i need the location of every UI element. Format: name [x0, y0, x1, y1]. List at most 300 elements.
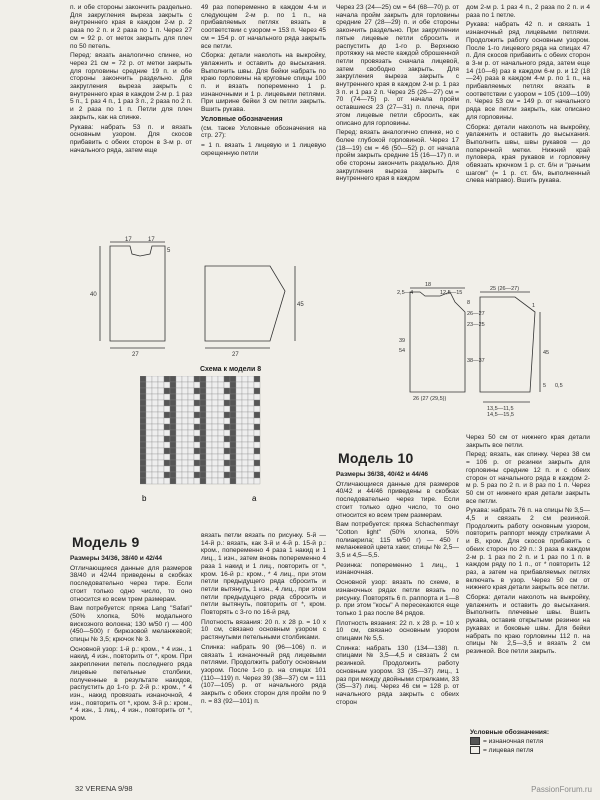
- chart-cell: [146, 478, 152, 484]
- chart-cell: [224, 460, 230, 466]
- chart-cell: [218, 466, 224, 472]
- chart-cell: [170, 388, 176, 394]
- chart-cell: [218, 400, 224, 406]
- chart-cell: [158, 442, 164, 448]
- chart-cell: [248, 376, 254, 382]
- chart-cell: [176, 376, 182, 382]
- chart-cell: [164, 436, 170, 442]
- chart-cell: [254, 436, 260, 442]
- chart-cell: [194, 472, 200, 478]
- chart-cell: [254, 412, 260, 418]
- dim-label: 39: [399, 338, 406, 344]
- chart-cell: [236, 424, 242, 430]
- chart-cell: [164, 412, 170, 418]
- chart-cell: [194, 382, 200, 388]
- chart-cell: [230, 406, 236, 412]
- chart-cell: [230, 424, 236, 430]
- chart-cell: [218, 442, 224, 448]
- chart-cell: [158, 460, 164, 466]
- chart-cell: [200, 424, 206, 430]
- chart-cell: [146, 442, 152, 448]
- chart-cell: [200, 442, 206, 448]
- chart-cell: [164, 472, 170, 478]
- chart-cell: [188, 418, 194, 424]
- dim-label: 2,5—4: [397, 290, 414, 296]
- chart-cell: [176, 430, 182, 436]
- chart-cell: [164, 454, 170, 460]
- chart-cell: [206, 472, 212, 478]
- chart-cell: [254, 388, 260, 394]
- chart-cell: [176, 382, 182, 388]
- chart-cell: [188, 406, 194, 412]
- dim-label: 8: [467, 300, 471, 306]
- chart-cell: [224, 436, 230, 442]
- chart-cell: [164, 418, 170, 424]
- chart-title: Схема к модели 8: [200, 366, 262, 373]
- chart-cell: [146, 418, 152, 424]
- chart-cell: [200, 436, 206, 442]
- chart-cell: [188, 382, 194, 388]
- chart-cell: [140, 400, 146, 406]
- chart-cell: [212, 394, 218, 400]
- chart-cell: [212, 466, 218, 472]
- chart-cell: [236, 454, 242, 460]
- chart-cell: [230, 466, 236, 472]
- chart-cell: [152, 394, 158, 400]
- chart-cell: [236, 460, 242, 466]
- chart-cell: [182, 412, 188, 418]
- chart-cell: [182, 478, 188, 484]
- chart-cell: [218, 424, 224, 430]
- chart-cell: [182, 382, 188, 388]
- chart-cell: [146, 466, 152, 472]
- chart-cell: [218, 376, 224, 382]
- chart-cell: [218, 454, 224, 460]
- chart-cell: [152, 478, 158, 484]
- chart-cell: [170, 406, 176, 412]
- chart-cell: [206, 418, 212, 424]
- chart-cell: [152, 382, 158, 388]
- chart-cell: [236, 430, 242, 436]
- chart-cell: [152, 430, 158, 436]
- chart-cell: [170, 430, 176, 436]
- chart-cell: [188, 430, 194, 436]
- dim-label: 17: [125, 237, 132, 243]
- chart-cell: [200, 394, 206, 400]
- dim-label: 13,5—11,5: [487, 406, 514, 412]
- chart-cell: [140, 472, 146, 478]
- chart-cell: [242, 460, 248, 466]
- chart-cell: [140, 418, 146, 424]
- model-9-heading: Модель 9: [72, 534, 140, 550]
- chart-cell: [140, 466, 146, 472]
- chart-cell: [212, 460, 218, 466]
- chart-cell: [218, 460, 224, 466]
- chart-cell: [170, 478, 176, 484]
- chart-cell: [194, 436, 200, 442]
- chart-cell: [242, 478, 248, 484]
- chart-cell: [200, 478, 206, 484]
- chart-cell: [146, 400, 152, 406]
- chart-cell: [170, 412, 176, 418]
- chart-cell: [206, 424, 212, 430]
- model-9-text: Размеры 34/36, 38/40 и 42/44 Отличающиеся данные для размеров 38/40 и 42/44 приведены в скобках последовательно через тире. Если стоит только одно число, то оно относится ко всем трем размерам. Вам потребуется: пряжа Lang "Safari" (50% хлопка, 50% модального вискозного волокна; 130 м/50 г) — 400 (450—500) г бирюзовой меланжевой; спицы № 3,5; крючок № 3. Основной узор: 1-й р.: кром., * 4 изн., 1 накид, 4 изн., повторить от *, кром. При закреплении петель последнего ряда лицевые петельные столбики, полученные в результате накидов, распустить до 1-го р. 2-й р.: кром., * 4 изн., накид провязать изнаночной, 4 изн., повторить от *, кром. 3-й р.: кром., * 4 изн., 1 лиц., 4 изн., повторить от *, кром.: [70, 555, 192, 723]
- chart-cell: [212, 424, 218, 430]
- chart-cell: [140, 382, 146, 388]
- chart-cell: [200, 448, 206, 454]
- chart-cell: [242, 424, 248, 430]
- chart-cell: [146, 412, 152, 418]
- chart-cell: [176, 448, 182, 454]
- chart-cell: [182, 406, 188, 412]
- chart-cell: [146, 388, 152, 394]
- chart-cell: [224, 454, 230, 460]
- chart-cell: [188, 478, 194, 484]
- chart-cell: [242, 376, 248, 382]
- chart-cell: [182, 436, 188, 442]
- dim-label: 5: [167, 248, 171, 254]
- chart-cell: [182, 430, 188, 436]
- chart-cell: [242, 394, 248, 400]
- chart-cell: [158, 406, 164, 412]
- chart-cell: [206, 382, 212, 388]
- chart-cell: [182, 442, 188, 448]
- dim-label: 27: [232, 352, 239, 358]
- chart-cell: [152, 460, 158, 466]
- chart-cell: [236, 388, 242, 394]
- chart-cell: [254, 478, 260, 484]
- chart-cell: [188, 376, 194, 382]
- chart-cell: [140, 376, 146, 382]
- chart-cell: [158, 466, 164, 472]
- chart-cell: [152, 400, 158, 406]
- chart-cell: [218, 472, 224, 478]
- chart-cell: [170, 466, 176, 472]
- chart-cell: [140, 388, 146, 394]
- chart-cell: [200, 472, 206, 478]
- chart-cell: [146, 406, 152, 412]
- legend-item-knit: = лицевая петля: [470, 746, 549, 755]
- chart-cell: [224, 406, 230, 412]
- chart-cell: [140, 436, 146, 442]
- chart-cell: [146, 454, 152, 460]
- chart-cell: [170, 424, 176, 430]
- chart-cell: [236, 400, 242, 406]
- chart-cell: [224, 430, 230, 436]
- chart-cell: [224, 466, 230, 472]
- chart-cell: [170, 472, 176, 478]
- chart-cell: [176, 388, 182, 394]
- chart-cell: [194, 478, 200, 484]
- chart-cell: [188, 466, 194, 472]
- chart-cell: [146, 460, 152, 466]
- chart-cell: [236, 478, 242, 484]
- chart-cell: [158, 448, 164, 454]
- chart-cell: [254, 442, 260, 448]
- chart-cell: [206, 454, 212, 460]
- chart-cell: [182, 418, 188, 424]
- chart-cell: [176, 412, 182, 418]
- dim-label: 40: [90, 292, 97, 298]
- chart-cell: [158, 454, 164, 460]
- chart-cell: [236, 394, 242, 400]
- chart-cell: [170, 442, 176, 448]
- chart-cell: [254, 406, 260, 412]
- chart-marker-b: b: [142, 494, 147, 503]
- chart-cell: [224, 424, 230, 430]
- chart-cell: [170, 460, 176, 466]
- chart-cell: [206, 400, 212, 406]
- chart-cell: [176, 424, 182, 430]
- chart-cell: [212, 454, 218, 460]
- chart-cell: [170, 382, 176, 388]
- chart-cell: [140, 454, 146, 460]
- chart-cell: [254, 454, 260, 460]
- chart-cell: [248, 466, 254, 472]
- chart-cell: [224, 478, 230, 484]
- chart-cell: [212, 448, 218, 454]
- knitting-chart: [140, 376, 265, 504]
- chart-cell: [248, 460, 254, 466]
- chart-cell: [242, 430, 248, 436]
- chart-cell: [230, 442, 236, 448]
- chart-cell: [152, 388, 158, 394]
- chart-cell: [242, 418, 248, 424]
- dim-label: 14,5—15,5: [487, 412, 514, 417]
- chart-cell: [140, 478, 146, 484]
- chart-cell: [182, 466, 188, 472]
- chart-cell: [206, 388, 212, 394]
- chart-cell: [158, 430, 164, 436]
- chart-cell: [218, 448, 224, 454]
- chart-cell: [182, 394, 188, 400]
- chart-cell: [146, 424, 152, 430]
- chart-cell: [242, 442, 248, 448]
- chart-cell: [194, 430, 200, 436]
- dim-label: 45: [543, 350, 550, 356]
- chart-cell: [242, 382, 248, 388]
- chart-cell: [170, 394, 176, 400]
- chart-cell: [176, 466, 182, 472]
- chart-cell: [170, 436, 176, 442]
- purl-symbol-icon: [470, 737, 480, 745]
- chart-cell: [200, 430, 206, 436]
- chart-cell: [248, 418, 254, 424]
- dim-label: 26 (27 (29,5)): [413, 396, 447, 402]
- chart-cell: [242, 388, 248, 394]
- chart-cell: [170, 454, 176, 460]
- chart-cell: [224, 394, 230, 400]
- chart-cell: [194, 412, 200, 418]
- chart-cell: [230, 454, 236, 460]
- chart-cell: [230, 382, 236, 388]
- chart-cell: [152, 442, 158, 448]
- chart-cell: [164, 388, 170, 394]
- chart-cell: [248, 406, 254, 412]
- chart-cell: [188, 424, 194, 430]
- watermark: PassionForum.ru: [531, 785, 592, 794]
- chart-cell: [182, 388, 188, 394]
- chart-cell: [164, 394, 170, 400]
- chart-cell: [212, 472, 218, 478]
- chart-cell: [140, 412, 146, 418]
- chart-cell: [152, 406, 158, 412]
- chart-cell: [158, 394, 164, 400]
- chart-cell: [212, 418, 218, 424]
- chart-cell: [248, 442, 254, 448]
- chart-cell: [140, 424, 146, 430]
- chart-cell: [152, 418, 158, 424]
- chart-cell: [212, 400, 218, 406]
- chart-cell: [248, 436, 254, 442]
- chart-cell: [146, 472, 152, 478]
- chart-cell: [140, 448, 146, 454]
- chart-cell: [230, 376, 236, 382]
- chart-cell: [242, 412, 248, 418]
- chart-cell: [206, 406, 212, 412]
- chart-cell: [176, 406, 182, 412]
- chart-cell: [206, 460, 212, 466]
- chart-cell: [188, 436, 194, 442]
- chart-cell: [236, 466, 242, 472]
- chart-cell: [224, 442, 230, 448]
- chart-cell: [152, 454, 158, 460]
- dim-label: 26—27: [467, 311, 485, 317]
- chart-cell: [200, 406, 206, 412]
- chart-cell: [218, 412, 224, 418]
- chart-cell: [218, 388, 224, 394]
- chart-cell: [176, 460, 182, 466]
- chart-cell: [224, 448, 230, 454]
- chart-cell: [164, 382, 170, 388]
- chart-cell: [170, 376, 176, 382]
- chart-cell: [224, 412, 230, 418]
- column-4-top: дом 2-м р. 1 раз 4 п., 2 раза по 2 п. и 4 раза по 1 петле. Рукава: набрать 42 п. и связать 1 изнаночный ряд лицевыми петлями. Продолжить работу основным узором. После 1-го лицевого ряда на спицах 47 п. Для скосов прибавить с обеих сторон в 3-м р. от начального ряда, затем еще 14 (10—6) раз в каждом 6-м р. и 12 (18—24) раза в каждом 4-м р. по 1 п., на прибавляемых петлях вязать в соответствии с узором = 105 (109—109) п. Через 53 см = 149 р. от начального ряда все петли закрыть, как описано для горловины. Сборка: детали наколоть на выкройку, увлажнить и оставить до высыхания. Выполнить швы, швы рукавов — до поперечной метки. Нижний край пуловера, края рукавов и горловину обвязать крючком 1 р. ст. б/н и "рачьим шагом" (= 1 р. ст. б/н, выполненный слева направо). Вшить рукава.: [466, 4, 590, 185]
- chart-cell: [182, 448, 188, 454]
- chart-cell: [188, 442, 194, 448]
- dim-label: 54: [399, 348, 406, 354]
- dim-label: 0,5: [555, 383, 563, 389]
- chart-cell: [152, 466, 158, 472]
- chart-cell: [230, 448, 236, 454]
- chart-cell: [176, 454, 182, 460]
- model-10-text: Размеры 36/38, 40/42 и 44/46 Отличающиеся данные для размеров 40/42 и 44/46 приведены в скобках последовательно через тире. Если стоит только одно число, то оно относится ко всем трем размерам. Вам потребуется: пряжа Schachenmayr "Cotton light" (50% хлопка, 50% полиакрила; 115 м/50 г) — 450 г меланжевой цвета хаки; спицы № 2,5—3,5 и 4,5—5,5. Резинка: попеременно 1 лиц., 1 изнаночная. Основной узор: вязать по схеме, в изнаночных рядах петли вязать по рисунку. Повторять 6 п. раппорта и 1—8 р. при этом "косы" А пересекаются еще только 1 раз после 84 рядов. Плотность вязания: 22 п. х 28 р. = 10 х 10 см, связано основным узором спицами № 5,5. Спинка: набрать 130 (134—138) п. спицами № 3,5—4,5 и связать 2 см резинкой. Продолжить работу основным узором. 33 (35—37) лиц., 1 раз при между двойными стрелками, 33 (35—37) лиц. Через 46 см = 128 р. от начального ряда закрыть с обеих сторон: [336, 471, 459, 706]
- chart-cell: [224, 418, 230, 424]
- chart-cell: [176, 442, 182, 448]
- chart-cell: [200, 460, 206, 466]
- chart-cell: [212, 412, 218, 418]
- chart-cell: [194, 424, 200, 430]
- chart-cell: [206, 478, 212, 484]
- chart-cell: [236, 442, 242, 448]
- chart-cell: [230, 430, 236, 436]
- chart-cell: [140, 430, 146, 436]
- chart-cell: [164, 442, 170, 448]
- chart-cell: [230, 400, 236, 406]
- chart-cell: [158, 412, 164, 418]
- chart-cell: [254, 466, 260, 472]
- chart-marker-a: a: [252, 494, 257, 503]
- chart-cell: [218, 394, 224, 400]
- chart-cell: [224, 400, 230, 406]
- legend-title: Условные обозначения:: [470, 729, 550, 736]
- pattern-schematic-model-10: [395, 282, 585, 417]
- chart-cell: [200, 412, 206, 418]
- dim-label: 18: [425, 282, 432, 288]
- chart-cell: [164, 430, 170, 436]
- chart-cell: [254, 418, 260, 424]
- chart-cell: [194, 466, 200, 472]
- chart-cell: [194, 376, 200, 382]
- column-2-bottom: вязать петли вязать по рисунку. 5-й — 14-й р.: вязать, как 3-й и 4-й р. 15-й р.: кром., попеременно 4 раза 1 накид и 1 лиц., 1 изн., затем вновь попеременно 4 раза 1 накид и 1 лиц., повторить от *, кром. 16-й р.: кром., * 4 лиц., при этом петли предыдущего ряда сбросить и петли вытянуть, 1 изн., 4 лиц., при этом петли предыдущего ряда сбросить и петли вытянуть, повторить от *, кром. Повторять с 3-го по 16-й ряд. Плотность вязания: 20 п. х 28 р. = 10 х 10 см, связано основным узором с растянутыми петельными столбиками. Спинка: набрать 90 (96—106) п. и связать 1 изнаночный ряд лицевыми петлями. Продолжить работу основным узором. После 1-го р. на спицах 101 (110—119) п. Через 39 (38—37) см = 111 (107—105) р. от начального ряда закрыть с обеих сторон для пройм по 9 п. = 83 (92—101) п.: [201, 532, 326, 705]
- chart-cell: [248, 412, 254, 418]
- chart-cell: [248, 472, 254, 478]
- chart-cell: [176, 436, 182, 442]
- chart-cell: [254, 400, 260, 406]
- chart-cell: [254, 376, 260, 382]
- chart-cell: [164, 376, 170, 382]
- chart-cell: [176, 400, 182, 406]
- chart-cell: [254, 460, 260, 466]
- chart-cell: [194, 460, 200, 466]
- chart-cell: [176, 418, 182, 424]
- dim-label: 23—25: [467, 322, 485, 328]
- chart-cell: [230, 394, 236, 400]
- chart-cell: [170, 418, 176, 424]
- chart-cell: [152, 424, 158, 430]
- dim-label: 1: [532, 303, 536, 309]
- dim-label: 12,5—15: [440, 290, 463, 296]
- chart-cell: [140, 442, 146, 448]
- chart-cell: [158, 388, 164, 394]
- chart-cell: [158, 472, 164, 478]
- chart-cell: [194, 418, 200, 424]
- column-3-top: Через 23 (24—25) см = 64 (68—70) р. от начала пройм закрыть для горловины средние 27 (28—29) п. и обе стороны закончить раздельно. При закруглении пятые лицевые петли сбросить и распустить до 1-го р. Верхнюю протяжку на месте каждой сброшенной петли провязать сначала лицевой, затем свободно закрыть. Для закругления выреза закрыть с внутреннего края в каждом 2-м р. 1 раз 3 п. и 1 раз 2 п. Через 25 (26—27) см = 70 (74—75) р. от начала пройм оставшиеся 23 (27—31) п. плеча, при этом лицевые петли сбросить, как описано для горловины. Перед: вязать аналогично спинке, но с более глубокой горловиной. Через 17 (18—19) см = 46 (50—52) р. от начала пройм закрыть средние 15 (16—17) п. и обе стороны закончить раздельно. Для закругления выреза закрыть с внутреннего края в каждом: [336, 4, 459, 183]
- chart-cell: [254, 424, 260, 430]
- chart-cell: [206, 442, 212, 448]
- chart-cell: [200, 454, 206, 460]
- chart-cell: [212, 376, 218, 382]
- chart-cell: [194, 406, 200, 412]
- chart-cell: [194, 442, 200, 448]
- chart-cell: [188, 388, 194, 394]
- chart-cell: [236, 418, 242, 424]
- chart-cell: [242, 472, 248, 478]
- chart-cell: [152, 376, 158, 382]
- chart-cell: [206, 394, 212, 400]
- chart-cell: [236, 406, 242, 412]
- page-footer: 32 VERENA 9/98: [75, 784, 133, 793]
- chart-cell: [248, 478, 254, 484]
- chart-cell: [182, 400, 188, 406]
- chart-cell: [230, 418, 236, 424]
- dim-label: 27: [132, 352, 139, 358]
- chart-cell: [248, 448, 254, 454]
- chart-cell: [146, 448, 152, 454]
- chart-cell: [164, 400, 170, 406]
- chart-cell: [188, 412, 194, 418]
- legend-heading-top: Условные обозначения: [201, 115, 283, 123]
- legend: [470, 728, 549, 755]
- chart-cell: [230, 472, 236, 478]
- legend-item-purl: = изнаночная петля: [470, 737, 549, 746]
- chart-cell: [206, 430, 212, 436]
- chart-cell: [146, 436, 152, 442]
- chart-cell: [248, 454, 254, 460]
- chart-cell: [212, 388, 218, 394]
- chart-cell: [182, 472, 188, 478]
- chart-cell: [224, 472, 230, 478]
